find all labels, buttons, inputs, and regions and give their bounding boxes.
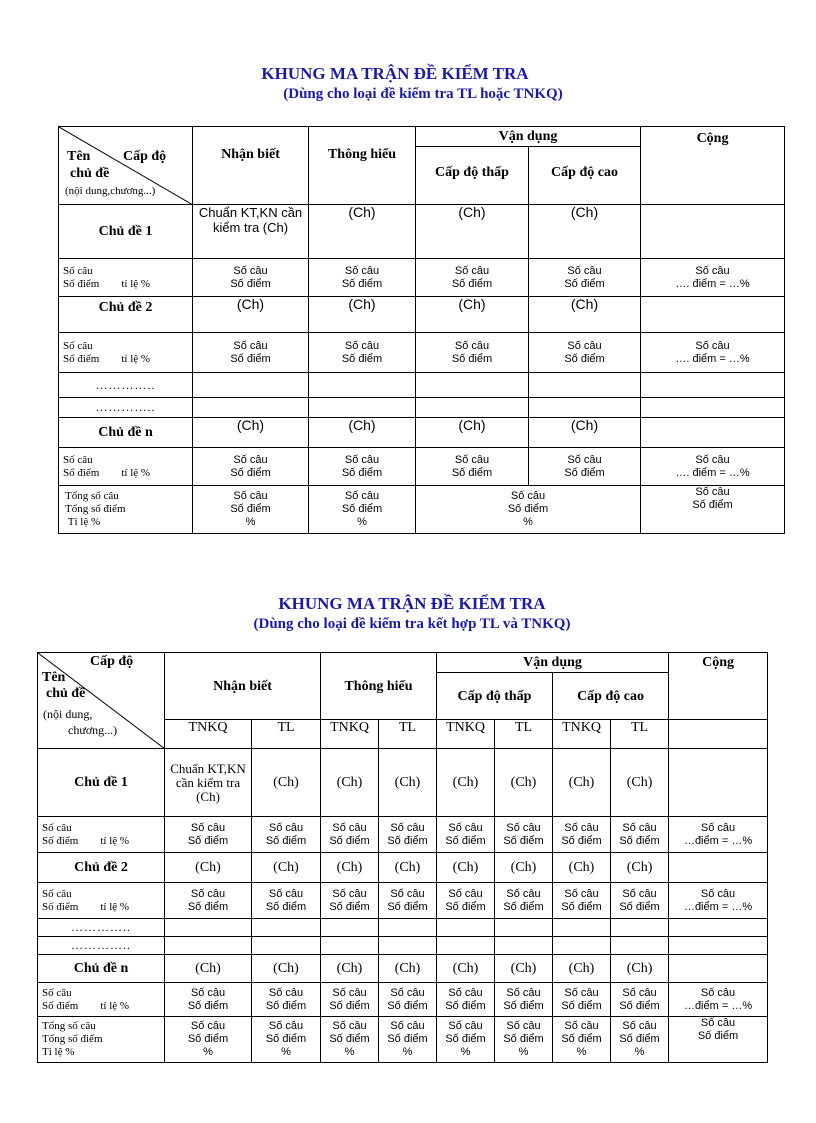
- so-diem-label: Số điểm: [63, 277, 100, 290]
- count-cell: Số câu Số điểm: [379, 817, 437, 853]
- col-tl: TL: [611, 720, 669, 749]
- ch-cell: (Ch): [553, 749, 611, 817]
- ch-cell: (Ch): [379, 853, 437, 883]
- count-cell: Số câu Số điểm: [309, 448, 416, 486]
- col-tnkq: TNKQ: [321, 720, 379, 749]
- count-cell: Số câu Số điểm: [379, 883, 437, 919]
- total-count-cell: Số câu Số điểm %: [553, 1017, 611, 1063]
- col-tnkq: TNKQ: [553, 720, 611, 749]
- total-count-cell: Số câu Số điểm %: [193, 486, 309, 534]
- corner-topic-label-2: chủ đề: [46, 686, 86, 701]
- standard-cell: Chuẩn KT,KN cần kiểm tra (Ch): [193, 205, 309, 259]
- ch-cell: (Ch): [309, 205, 416, 259]
- empty-cell: [641, 205, 785, 259]
- count-cell: Số câu Số điểm: [193, 259, 309, 297]
- total-count-cell: Số câu Số điểm %: [309, 486, 416, 534]
- empty-cell: [641, 297, 785, 333]
- total-cell: Số câu …điểm = …%: [669, 883, 768, 919]
- count-cell: Số câu Số điểm: [495, 883, 553, 919]
- corner-header: [38, 653, 165, 749]
- empty-cell: [669, 749, 768, 817]
- row-label: Số câu Số điểm tỉ lệ %: [38, 817, 165, 853]
- header-thong-hieu: Thông hiểu: [321, 653, 437, 720]
- header-van-dung: Vận dụng: [416, 127, 641, 147]
- corner-level-label: Cấp độ: [123, 149, 167, 164]
- col-tl: TL: [379, 720, 437, 749]
- header-cap-do-thap: Cấp độ thấp: [416, 147, 529, 205]
- count-cell: Số câu Số điểm: [193, 333, 309, 373]
- empty-cell: [641, 418, 785, 448]
- count-cell: Số câu Số điểm: [165, 883, 252, 919]
- row-label: Số câu Số điểm tỉ lệ %: [38, 983, 165, 1017]
- total-count-cell: Số câu Số điểm %: [495, 1017, 553, 1063]
- matrix1-subtitle: (Dùng cho loại đề kiểm tra TL hoặc TNKQ): [283, 86, 563, 102]
- ellipsis-row: …………..: [59, 373, 193, 398]
- matrix2-table: [37, 652, 768, 1063]
- corner-topic-label: Tên: [67, 149, 91, 164]
- total-count-cell: Số câu Số điểm %: [611, 1017, 669, 1063]
- total-count-cell: Số câu Số điểm %: [437, 1017, 495, 1063]
- topic-n: Chủ đề n: [38, 955, 165, 983]
- header-cap-do-cao: Cấp độ cao: [529, 147, 641, 205]
- count-cell: Số câu Số điểm: [611, 983, 669, 1017]
- row-label: Số câu Số điểm tỉ lệ %: [59, 448, 193, 486]
- ch-cell: (Ch): [529, 205, 641, 259]
- matrix2-subtitle: (Dùng cho loại đề kiểm tra kết hợp TL và TNKQ): [253, 616, 571, 632]
- count-cell: Số câu Số điểm: [309, 259, 416, 297]
- ch-cell: (Ch): [193, 418, 309, 448]
- standard-cell: Chuẩn KT,KN cần kiểm tra (Ch): [165, 749, 252, 817]
- count-cell: Số câu Số điểm: [495, 817, 553, 853]
- count-cell: Số câu Số điểm: [165, 983, 252, 1017]
- count-cell: Số câu Số điểm: [321, 817, 379, 853]
- empty-cell: [669, 955, 768, 983]
- corner-topic-label-2: chủ đề: [70, 166, 110, 181]
- matrix2-title: KHUNG MA TRẬN ĐỀ KIỂM TRA: [278, 594, 546, 613]
- row-label: Số câu Số điểm tỉ lệ %: [38, 883, 165, 919]
- corner-note: (nội dung,: [43, 707, 93, 721]
- total-cell: Số câu …điểm = …%: [669, 817, 768, 853]
- ch-cell: (Ch): [321, 955, 379, 983]
- ch-cell: (Ch): [165, 955, 252, 983]
- ch-cell: (Ch): [309, 297, 416, 333]
- ch-cell: (Ch): [611, 853, 669, 883]
- count-cell: Số câu Số điểm: [437, 883, 495, 919]
- row-label: Số câu Số điểm tỉ lệ %: [59, 333, 193, 373]
- ch-cell: (Ch): [321, 853, 379, 883]
- row-label: [59, 259, 193, 297]
- col-tnkq: TNKQ: [437, 720, 495, 749]
- count-cell: Số câu Số điểm: [252, 883, 321, 919]
- ch-cell: (Ch): [416, 297, 529, 333]
- ellipsis-row: …………..: [38, 937, 165, 955]
- count-cell: Số câu Số điểm: [416, 448, 529, 486]
- count-cell: Số câu Số điểm: [252, 983, 321, 1017]
- count-cell: Số câu Số điểm: [165, 817, 252, 853]
- count-cell: Số câu Số điểm: [416, 259, 529, 297]
- total-count-cell: Số câu Số điểm %: [252, 1017, 321, 1063]
- count-cell: Số câu Số điểm: [553, 983, 611, 1017]
- count-cell: Số câu Số điểm: [553, 883, 611, 919]
- count-cell: Số câu Số điểm: [193, 448, 309, 486]
- count-cell: Số câu Số điểm: [611, 883, 669, 919]
- ch-cell: (Ch): [321, 749, 379, 817]
- ch-cell: (Ch): [252, 853, 321, 883]
- total-cell: Số câu …. điểm = …%: [641, 259, 785, 297]
- ch-cell: (Ch): [193, 297, 309, 333]
- topic-n: Chủ đề n: [59, 418, 193, 448]
- ti-le-label: tỉ lệ %: [121, 277, 151, 290]
- ch-cell: (Ch): [495, 955, 553, 983]
- count-cell: Số câu Số điểm: [529, 448, 641, 486]
- ch-cell: (Ch): [165, 853, 252, 883]
- count-cell: Số câu Số điểm: [437, 983, 495, 1017]
- ch-cell: (Ch): [437, 853, 495, 883]
- ellipsis-row: …………..: [38, 919, 165, 937]
- header-nhan-biet: Nhận biết: [165, 653, 321, 720]
- ch-cell: (Ch): [437, 749, 495, 817]
- count-cell: Số câu Số điểm: [321, 883, 379, 919]
- total-count-cell: Số câu Số điểm %: [321, 1017, 379, 1063]
- header-cap-do-cao: Cấp độ cao: [553, 673, 669, 720]
- col-tl: TL: [495, 720, 553, 749]
- ch-cell: (Ch): [611, 749, 669, 817]
- ch-cell: (Ch): [437, 955, 495, 983]
- header-van-dung: Vận dụng: [437, 653, 669, 673]
- ch-cell: (Ch): [252, 955, 321, 983]
- ch-cell: (Ch): [553, 955, 611, 983]
- header-thong-hieu: Thông hiểu: [309, 127, 416, 205]
- col-tl: TL: [252, 720, 321, 749]
- totals-label: Tổng số câu Tổng số điểm Tỉ lệ %: [59, 486, 193, 534]
- ch-cell: (Ch): [529, 418, 641, 448]
- corner-level-label: Cấp độ: [90, 654, 134, 669]
- topic-2: Chủ đề 2: [38, 853, 165, 883]
- total-count-cell: Số câu Số điểm %: [379, 1017, 437, 1063]
- corner-topic-label: Tên: [42, 670, 66, 685]
- count-cell: Số câu Số điểm: [321, 983, 379, 1017]
- topic-1: Chủ đề 1: [38, 749, 165, 817]
- topic-1: Chủ đề 1: [59, 205, 193, 259]
- ch-cell: (Ch): [611, 955, 669, 983]
- total-cell: Số câu …điểm = …%: [669, 983, 768, 1017]
- ch-cell: (Ch): [416, 418, 529, 448]
- corner-header: [59, 127, 193, 205]
- ch-cell: (Ch): [309, 418, 416, 448]
- ch-cell: (Ch): [379, 955, 437, 983]
- count-cell: Số câu Số điểm: [379, 983, 437, 1017]
- grand-total-cell: Số câu Số điểm: [641, 486, 785, 534]
- ch-cell: (Ch): [416, 205, 529, 259]
- count-cell: Số câu Số điểm: [553, 817, 611, 853]
- header-nhan-biet: Nhận biết: [193, 127, 309, 205]
- total-cell: Số câu …. điểm = …%: [641, 333, 785, 373]
- total-cell: Số câu …. điểm = …%: [641, 448, 785, 486]
- ch-cell: (Ch): [252, 749, 321, 817]
- matrix1-table: [58, 126, 785, 534]
- ch-cell: (Ch): [529, 297, 641, 333]
- count-cell: Số câu Số điểm: [529, 333, 641, 373]
- count-cell: Số câu Số điểm: [252, 817, 321, 853]
- total-count-cell: Số câu Số điểm %: [165, 1017, 252, 1063]
- col-tnkq: TNKQ: [165, 720, 252, 749]
- ch-cell: (Ch): [495, 853, 553, 883]
- count-cell: Số câu Số điểm: [437, 817, 495, 853]
- totals-label: Tổng số câu Tổng số điểm Tỉ lệ %: [38, 1017, 165, 1063]
- header-cap-do-thap: Cấp độ thấp: [437, 673, 553, 720]
- count-cell: Số câu Số điểm: [309, 333, 416, 373]
- count-cell: Số câu Số điểm: [495, 983, 553, 1017]
- topic-2: Chủ đề 2: [59, 297, 193, 333]
- empty-cell: [669, 853, 768, 883]
- matrix1-title: KHUNG MA TRẬN ĐỀ KIỂM TRA: [261, 64, 529, 83]
- ellipsis-row: …………..: [59, 398, 193, 418]
- corner-note: (nội dung,chương...): [65, 185, 156, 197]
- ch-cell: (Ch): [379, 749, 437, 817]
- grand-total-cell: Số câu Số điểm: [669, 1017, 768, 1063]
- count-cell: Số câu Số điểm: [416, 333, 529, 373]
- corner-note-2: chương...): [68, 723, 118, 737]
- ch-cell: (Ch): [553, 853, 611, 883]
- header-cong: Cộng: [641, 127, 785, 205]
- count-cell: Số câu Số điểm: [611, 817, 669, 853]
- header-cong: Cộng: [669, 653, 768, 720]
- total-count-cell: Số câu Số điểm %: [416, 486, 641, 534]
- count-cell: Số câu Số điểm: [529, 259, 641, 297]
- so-cau-label: Số câu: [63, 264, 93, 277]
- ch-cell: (Ch): [495, 749, 553, 817]
